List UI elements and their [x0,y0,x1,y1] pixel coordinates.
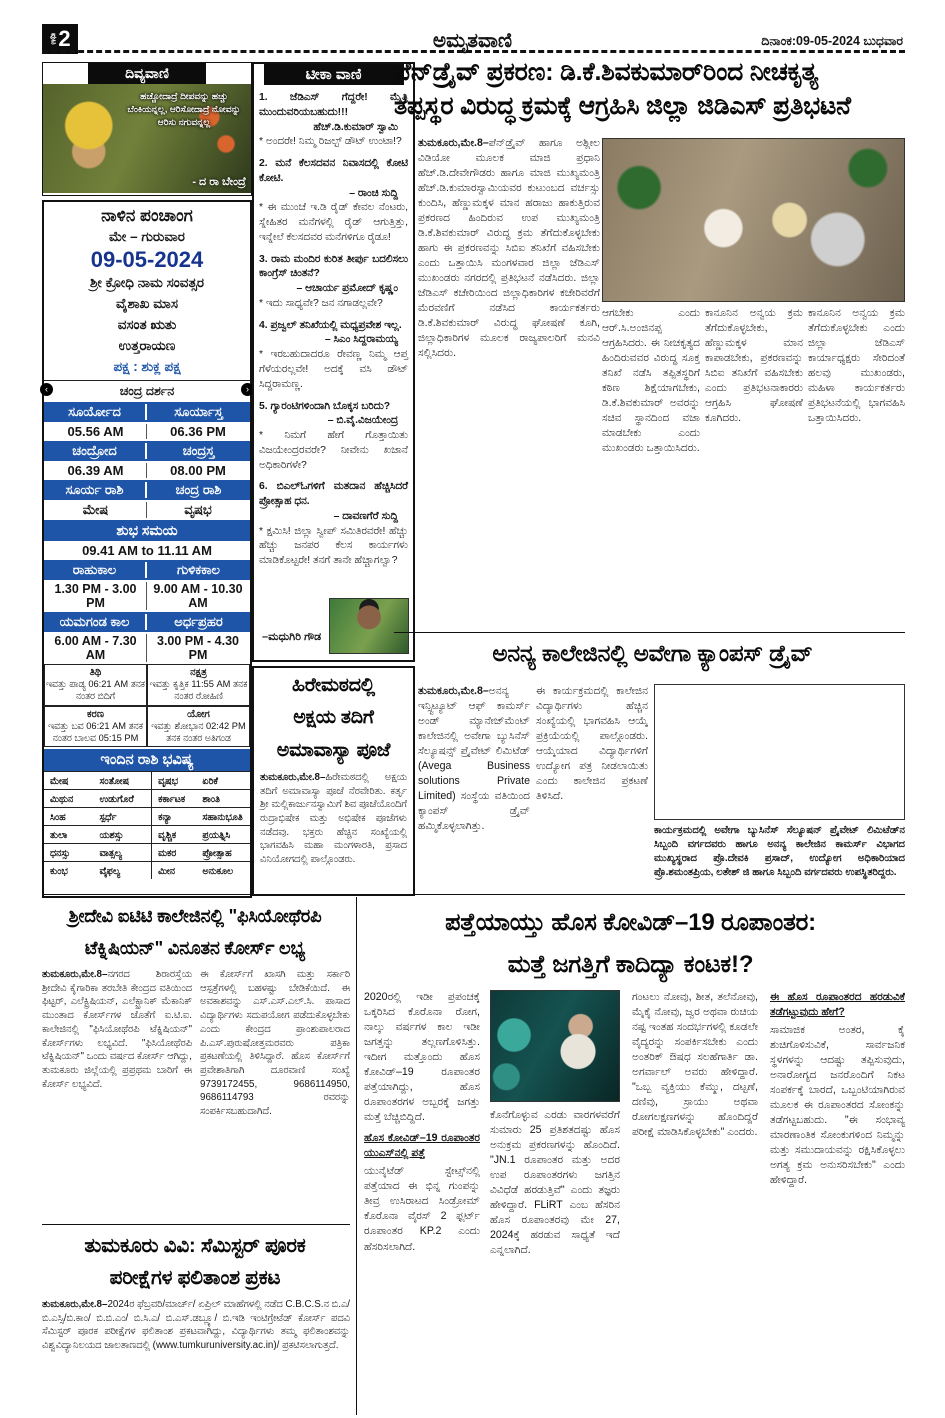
yamaganda-header-row [44,612,250,632]
pendrive-column-3: ಕಾನೂನಿನ ಅನ್ವಯ ಕ್ರಮ ತೆಗೆದುಕೊಳ್ಳಬೇಕು, ಹೆಣ್ಣುಮಕ್ಕಳ ಮಾನ ಕಾಪಾಡಬೇಕು, ಪ್ರಕರಣವನ್ನು ಸಿಬಿಐ ತನಿಖೆಗೆ ವಹಿಸಬೇಕು ಎಂದು ಪ್ರತಿಭಟನಾಕಾರರು ಆಗ್ರಹಿಸಿ ಘೋಷಣೆ ಕೂಗಿದರು. [705,307,803,425]
panchanga-samvatsara: ಶ್ರೀ ಕ್ರೋಧಿ ನಾಮ ಸಂವತ್ಸರ [89,275,205,290]
rahukala-header: ರಾಹುಕಾಲ [44,562,147,578]
panchanga-subtitle: ಮೇ – ಗುರುವಾರ [109,229,185,244]
covid-subhead-us: ಹೊಸ ಕೋವಿಡ್–19 ರೂಪಾಂತರ ಯುಎಸ್‌ನಲ್ಲಿ ಪತ್ತೆ [364,1132,480,1160]
hiremutt-box [252,666,415,896]
chevron-left-icon[interactable]: ‹ [40,383,53,396]
teeka-item: 3. ರಾಮ ಮಂದಿರ ಕುರಿತ ತೀರ್ಪು ಬದಲಿಸಲು ಕಾಂಗ್ರೆಸ್ ಚಿಂತನೆ? – ಆಚಾರ್ಯ ಪ್ರಮೋದ್ ಕೃಷ್ಣಂ * ಇದು ಸಾಧ್ಯವೇ? ಜನ ನಗಾಡಲ್ಲವೇ? [259,253,408,309]
covid-subhead-prevention: ಈ ಹೊಸ ರೂಪಾಂತರದ ಹರಡುವಿಕೆ ತಡೆಗಟ್ಟುವುದು ಹೇಗೆ? [770,991,905,1019]
teeka-item: 2. ಮನೆ ಕೆಲಸದವನ ನಿವಾಸದಲ್ಲಿ ಕೋಟಿ ಕೋಟಿ. – ರಾಂಚಿ ಸುದ್ದಿ * ಈ ಮುಂಚೆ ಇ.ಡಿ ರೈಡ್ ಕೇವಲ ನೆಂಟರು, ಸ್ನೇಹಿತರ ಮನೆಗಳಲ್ಲಿ ರೈಡ್ ಆಗುತ್ತಿತ್ತು, ಇನ್ನೇಲೆ ಕೆಲಸದವರ ಮನೆಗಳಿಗೂ ರೈಡೂ! [259,158,408,243]
shubha-header: ಶುಭ ಸಮಯ [44,520,250,541]
divyavani-photo [43,84,251,193]
columnist-photo [329,598,409,654]
rahu-value-row [44,580,250,612]
yoga-cell: ಯೋಗ ಇವತ್ತು ಶೋಭಾನ 02:42 PM ತನಕ ನಂತರ ಅತಿಗಂಡ [147,706,250,748]
sridevi-headline-line2: ಟೆಕ್ನಿಷಿಯನ್" ವಿನೂತನ ಕೋರ್ಸ್ ಲಭ್ಯ [84,938,306,959]
divyavani-box [42,62,252,196]
ardhaprahara-value: 3.00 PM - 4.30 PM [157,633,239,662]
panchanga-date: 09-05-2024 [90,247,204,272]
covid-headline [356,902,905,986]
univ-body: ತುಮಕೂರು,ಮೇ.8–2024ರ ಫೆಬ್ರವರಿ/ಮಾರ್ಚ್/ ಏಪ್ರಿಲ್ ಮಾಹೆಗಳಲ್ಲಿ ನಡೆದ C.B.C.S.ನ ಬಿ.ಎ/ಬಿ.ಎಸ್ಸಿ/ಬಿ.ಕಾಂ/ ಬಿ.ಬಿ.ಎಂ/ ಬಿ.ಸಿ.ಎ/ ಬಿ.ಎಸ್.ಡಬ್ಲ್ಯೂ/ ಬಿ.ಇಡಿ ಇಂಟಿಗ್ರೇಟೆಡ್ ಕೋರ್ಸ್ ಪದವಿ ಸೆಮಿಸ್ಟರ್ ಪೂರಕ ಪರೀಕ್ಷೆಗಳ ಫಲಿತಾಂಶ ಪ್ರಕಟವಾಗಿದ್ದು, ವಿದ್ಯಾರ್ಥಿಗಳು ತಮ್ಮ ಫಲಿತಾಂಶವನ್ನು ವಿಶ್ವವಿದ್ಯಾನಿಲಯದ ಜಾಲತಾಣದಲ್ಲಿ (www.tumkuruniversity.ac.in)/ ಪ್ರಕಟಿಸಲಾಗುತ್ತದೆ. [42,1299,350,1352]
campus-drive-photo [654,684,905,820]
sun-value-row [44,422,250,441]
protest-photo [602,138,905,302]
rahukala-value: 1.30 PM - 3.00 PM [45,582,147,610]
moon-value-row [44,461,250,480]
sridevi-column-2: ಈ ಕೋರ್ಸ್‌ಗೆ ಖಾಸಗಿ ಮತ್ತು ಸರ್ಕಾರಿ ಆಸ್ಪತ್ರೆಗಳಲ್ಲಿ ಬಹಳಷ್ಟು ಬೇಡಿಕೆಯಿದೆ. ಈ ಅವಕಾಶವನ್ನು ಎಸ್.ಎಸ್.ಎಲ್.ಸಿ. ಪಾಸಾದ ವಿದ್ಯಾರ್ಥಿಗಳು ಸದುಪಯೋಗ ಪಡೆದುಕೊಳ್ಳಬೇಕು ಎಂದು ಕೇಂದ್ರದ ಪ್ರಾಂಶುಪಾಲರಾದ ಪಿ.ಎಸ್.ಪುರುಷೋತ್ತಮರವರು ಪತ್ರಿಕಾ ಪ್ರಕಟಣೆಯಲ್ಲಿ ತಿಳಿಸಿದ್ದಾರೆ. ಹೊಸ ಕೋರ್ಸ್‌ಗೆ ಪ್ರವೇಶಾತಿಗಾಗಿ ದೂರವಾಣಿ ಸಂಖ್ಯೆ 9739172455, 9686114950, 9686114793 ರವರನ್ನು ಸಂಪರ್ಕಿಸಬಹುದಾಗಿದೆ. [200,969,350,1118]
tithi-cell: ತಿಥಿ ಇವತ್ತು ಪಾಡ್ಯ 06:21 AM ತನಕ ನಂತರ ಬಿದಿಗೆ [44,664,147,706]
moonset-header: ಚಂದ್ರಸ್ತ [182,442,215,458]
page-number-label: ಪುಟ [49,33,59,45]
covid-column-4: ಈ ಹೊಸ ರೂಪಾಂತರದ ಹರಡುವಿಕೆ ತಡೆಗಟ್ಟುವುದು ಹೇಗೆ? ಸಾಮಾಜಿಕ ಅಂತರ, ಕೈ ಶುಚಿಗೊಳಿಸುವಿಕೆ, ಸಾರ್ವಜನಿಕ ಸ್ಥಳಗಳನ್ನು ಆದಷ್ಟು ತಪ್ಪಿಸುವುದು, ಅನಾರೋಗ್ಯದ ಜನರೊಂದಿಗೆ ನಿಕಟ ಸಂಪರ್ಕಕ್ಕೆ ಬಾರದೆ, ಒಬ್ಬಂಟಿಯಾಗಿರುವ ಮೂಲಕ ಈ ರೂಪಾಂತರದ ಸೋಂಕನ್ನು ತಡೆಗಟ್ಟಬಹುದು. "ಈ ಸಂಭಾವ್ಯ ಮಾರಣಾಂತಿಕ ಸೋಂಕುಗಳಿಂದ ನಿಮ್ಮನ್ನು ಮತ್ತು ಸಮುದಾಯವನ್ನು ರಕ್ಷಿಸಿಕೊಳ್ಳಲು ಅಗತ್ಯ ಕ್ರಮ ಅನುಸರಿಸಬೇಕು" ಎಂದು ಹೇಳಿದ್ದಾರೆ. [770,991,905,1187]
pendrive-lead-column: ತುಮಕೂರು,ಮೇ.8–ಪೆನ್‌ಡ್ರೈವ್ ಹಾಗೂ ಅಶ್ಲೀಲ ವಿಡಿಯೋ ಮೂಲಕ ಮಾಜಿ ಪ್ರಧಾನಿ ಹೆಚ್.ಡಿ.ದೇವೇಗೌಡರು ಹಾಗೂ ಮಾಜಿ ಮುಖ್ಯಮಂತ್ರಿ ಹೆಚ್.ಡಿ.ಕುಮಾರಸ್ವಾಮಿಯವರ ಕುಟುಂಬದ ವರ್ಚಸ್ಸು ಕುಂದಿಸಿ, ಹೆಣ್ಣುಮಕ್ಕಳ ಮಾನ ಹರಾಜು ಹಾಕುತ್ತಿರುವ ಪ್ರಕರಣದ ಹಿಂದಿರುವ ಉಪ ಮುಖ್ಯಮಂತ್ರಿ ಡಿ.ಕೆ.ಶಿವಕುಮಾರ್ ವಿರುದ್ಧ ಕ್ರಮ ತೆಗೆದುಕೊಳ್ಳಬೇಕು ಹಾಗು ಈ ಪ್ರಕರಣವನ್ನು ಸಿಬಿಐ ತನಿಖೆಗೆ ವಹಿಸಬೇಕು ಎಂದು ಒತ್ತಾಯಿಸಿ ಮಂಗಳವಾರ ಜಿಲ್ಲಾ ಜೆಡಿಎಸ್ ಮುಖಂಡರು ನಗರದಲ್ಲಿ ಪ್ರತಿಭಟನೆ ನಡೆಸಿದರು. ಜಿಲ್ಲಾ ಜೆಡಿಎಸ್ ಕಚೇರಿಯಿಂದ ಜಿಲ್ಲಾಧಿಕಾರಿಗಳ ಕಚೇರಿವರೆಗೆ ಮೆರವಣಿಗೆ ನಡೆಸಿದ ಕಾರ್ಯಕರ್ತರು ಡಿ.ಕೆ.ಶಿವಕುಮಾರ್ ವಿರುದ್ಧ ಘೋಷಣೆ ಕೂಗಿ, ಜಿಲ್ಲಾಧಿಕಾರಿಗಳ ಮೂಲಕ ರಾಜ್ಯಪಾಲರಿಗೆ ಮನವಿ ಸಲ್ಲಿಸಿದರು. [418,137,600,360]
nakshatra-cell: ನಕ್ಷತ್ರ ಇವತ್ತು ಕೃತ್ತಿಕ 11:55 AM ತನಕ ನಂತರ ರೋಹಿಣಿ [147,664,250,706]
left-block-divider [42,1224,350,1225]
header-divider [42,50,905,53]
sridevi-headline [42,900,348,965]
masthead: ಅಮೃತವಾಣಿ [432,30,513,52]
rahu-header-row [44,560,250,580]
rashi-row: ಮಿಥುನ ಉಡುಗೊರೆ ಕರ್ಕಾಟಕ ಶಾಂತಿ [44,789,250,807]
panchanga-title: ನಾಳಿನ ಪಂಚಾಂಗ [101,206,193,225]
pendrive-headline-line2: ತಪ್ಪಸ್ಥರ ವಿರುದ್ಧ ಕ್ರಮಕ್ಕೆ ಆಗ್ರಹಿಸಿ ಜಿಲ್ಲಾ ಜಿಡಿಎಸ್ ಪ್ರತಿಭಟನೆ [394,91,851,120]
rashi-bhavishya-table [44,771,250,879]
campus-drive-caption: ಕಾರ್ಯಕ್ರಮದಲ್ಲಿ ಅವೇಗಾ ಬ್ಯುಸಿನೆಸ್ ಸೆಲ್ಯೂಷನ್ ಪ್ರೈವೇಟ್ ಲಿಮಿಟೆಡ್‌ನ ಸಿಬ್ಬಂದಿ ವರ್ಗದವರು ಹಾಗೂ ಅನನ್ಯ ಕಾಲೇಜಿನ ಕಾಮರ್ಸ್ ವಿಭಾಗದ ಮುಖ್ಯಸ್ಥರಾದ ಪ್ರೊ.ದೇವಕಿ ಪ್ರಸಾದ್, ಉದ್ಯೋಗ ಅಧಿಕಾರಿಯಾದ ಪ್ರೊ.ಶಮಂತಪ್ರಿಯ, ಲತೇಶ್ ಜಿ ಹಾಗೂ ಸಿಬ್ಬಂದಿ ವರ್ಗದವರು ಉಪಸ್ಥಿತರಿದ್ದರು. [654,825,905,878]
pendrive-column-2: ಆಗಬೇಕು ಎಂದು ಆರ್.ಸಿ.ಅಂಜಿನಪ್ಪ ಆಗ್ರಹಿಸಿದರು. ಈ ನೀಚಕೃತ್ಯದ ಹಿಂದಿರುವವರ ವಿರುದ್ಧ ಸೂಕ್ತ ತನಿಖೆ ನಡೆಸಿ ತಪ್ಪಿತಸ್ಥರಿಗೆ ಕಠಿಣ ಶಿಕ್ಷೆಯಾಗಬೇಕು, ಡಿ.ಕೆ.ಶಿವಕುಮಾರ್ ಅವರನ್ನು ಸಚಿವ ಸ್ಥಾನದಿಂದ ವಜಾ ಮಾಡಬೇಕು ಎಂದು ಮುಖಂಡರು ಒತ್ತಾಯಿಸಿದರು. [602,307,700,455]
covid-column-2: ಕೊನೆಗೊಳ್ಳುವ ಎರಡು ವಾರಗಳವರೆಗೆ ಸುಮಾರು 25 ಪ್ರತಿಶತದಷ್ಟು ಹೊಸ ಅನುಕ್ರಮ ಪ್ರಕರಣಗಳನ್ನು ಹೊಂದಿದೆ. "JN.1 ರೂಪಾಂತರ ಮತ್ತು ಅದರ ಉಪ ರೂಪಾಂತರಗಳು ಜಗತ್ತಿನ ವಿವಿಧೆಡೆ ಹರಡುತ್ತಿವೆ" ಎಂದು ತಜ್ಞರು ಹೇಳಿದ್ದಾರೆ. FLiRT ಎಂಬ ಹೆಸರಿನ ಹೊಸ ರೂಪಾಂತರವು ಮೇ 27, 2024ಕ್ಕೆ ಹರಡುವ ಸಾಧ್ಯತೆ ಇದೆ ಎನ್ನಲಾಗಿದೆ. [490,1109,620,1257]
rashi-row: ತುಲಾ ಯಶಸ್ಸು ವೃಶ್ಚಿಕ ಪ್ರಯತ್ನಿಸಿ [44,825,250,843]
sridevi-headline-line1: ಶ್ರೀದೇವಿ ಐಟಿಟಿ ಕಾಲೇಜಿನಲ್ಲಿ "ಫಿಸಿಯೋಥೆರಪಿ [68,906,322,926]
univ-headline-line1: ತುಮಕೂರು ವಿವಿ: ಸೆಮಿಸ್ಟರ್ ಪೂರಕ [84,1235,306,1257]
teeka-item: 6. ಬಿಎಲ್‌ಓಗಳಿಗೆ ಮತದಾನ ಹೆಚ್ಚಿಸಿದರೆ ಪ್ರೋತ್ಸಾಹ ಧನ. – ದಾವಣಗೆರೆ ಸುದ್ದಿ * ಕ್ಷಮಿಸಿ! ಜಿಲ್ಲಾ ಸ್ವೀಪ್ ಸಮಿತಿರವರೇ! ಹೆಚ್ಚು ಹೆಚ್ಚು ಜನಪರ ಕೆಲಸ ಕಾರ್ಯಗಳು ಮಾಡಿಕೊಟ್ಟರೇ! ತನಗೆ ತಾನೇ ಹೆಚ್ಚಾಗಲ್ವಾ? [259,481,408,567]
hiremutt-headline-3: ಅಮಾವಾಸ್ಯಾ ಪೂಜೆ [276,739,391,761]
yamaganda-value-row [44,632,250,664]
panchanga-box [42,200,252,898]
tithi-grid [44,664,250,747]
moonrise-value: 06.39 AM [45,463,147,478]
columnist-signature: –ಮಧುಗಿರಿ ಗೌಡ [262,631,322,643]
avega-headline: ಅನನ್ಯ ಕಾಲೇಜಿನಲ್ಲಿ ಅವೇಗಾ ಕ್ಯಾಂಪಸ್ ಡ್ರೈವ್ [492,640,813,666]
pendrive-headline [394,56,905,124]
moon-rashi-header: ಚಂದ್ರ ರಾಶಿ [175,481,222,497]
rashi-value-row [44,500,250,520]
teeka-item: 5. ಗ್ಯಾರಂಟಿಗಳಿಂದಾಗಿ ಬೊಕ್ಕಸ ಬರಿದು? – ಬಿ.ವೈ.ವಿಜಯೇಂದ್ರ * ನಿಮಗೆ ಹೇಗೆ ಗೊತ್ತಾಯಿತು ವಿಜಯೇಂದ್ರರವರೇ? ನೀವೇನು ಖಜಾನೆ ಅಧಿಕಾರಿಗಳೇ? [259,400,408,471]
hiremutt-headline-1: ಹಿರೇಮಠದಲ್ಲಿ [292,675,375,696]
teeka-item: 4. ಪ್ರಜ್ವಲ್ ತನಿಖೆಯಲ್ಲಿ ಮಧ್ಯಪ್ರವೇಶ ಇಲ್ಲ. – ಸಿಎಂ ಸಿದ್ದರಾಮಯ್ಯ * ಇರಬಹುದಾದರೂ ರೇವಣ್ಣ ನಿಮ್ಮ ಆಪ್ತ ಗೆಳೆಯರಲ್ಲವೇ! ಅದಕ್ಕೆ ವಸಿ ಡೌಟ್ ಸಿದ್ದರಾಮಣ್ಣ. [259,319,408,390]
divyavani-title: ದಿವ್ಯವಾಣಿ [88,63,206,84]
rashi-row: ಕುಂಭ ವೈಫಲ್ಯ ಮೀನ ಅನುಕೂಲ [44,861,250,879]
horizontal-divider [42,894,905,895]
moon-darshana-label: ಚಂದ್ರ ದರ್ಶನ [119,383,175,398]
yamaganda-value: 6.00 AM - 7.30 AM [45,634,147,662]
shubha-value: 09.41 AM to 11.11 AM [82,542,212,558]
panchanga-paksha: ಪಕ್ಷ : ಶುಕ್ಲ ಪಕ್ಷ [113,358,181,374]
chevron-right-icon[interactable]: › [241,383,254,396]
hiremutt-headline-2: ಅಕ್ಷಯ ತದಿಗೆ [293,707,374,729]
sunrise-header: ಸೂರ್ಯೋದ [44,404,147,420]
moonrise-header: ಚಂದ್ರೋದ [44,443,147,459]
moon-header-row [44,441,250,461]
covid-headline-line2: ಮತ್ತೆ ಜಗತ್ತಿಗೆ ಕಾದಿದ್ಯಾ ಕಂಟಕ!? [507,951,754,978]
rashi-row: ಸಿಂಹ ಸ್ಪರ್ಧೆ ಕನ್ಯಾ ಸಹಾನುಭೂತಿ [44,807,250,825]
sunset-value: 06.36 PM [170,423,226,439]
panchanga-masa: ವೈಶಾಖ ಮಾಸ [116,295,178,311]
yamaganda-header: ಯಮಗಂಡ ಕಾಲ [44,614,147,630]
karana-cell: ಕರಣ ಇವತ್ತು ಬವ 06:21 AM ತನಕ ನಂತರ ಬಾಲವ 05:15 PM [44,706,147,748]
panchanga-rutu: ವಸಂತ ಋತು [117,316,177,332]
rashi-row: ಮೇಷ ಸಂತೋಷ ವೃಷಭ ಏರಿಕೆ [44,771,250,789]
covid-column-3: ಗಂಟಲು ನೋವು, ಶೀತ, ತಲೆನೋವು, ಮೈಕೈ ನೋವು, ಜ್ವರ ಅಥವಾ ರುಚಿಯ ನಷ್ಟ ಇಂತಹ ಸಂದರ್ಭಗಳಲ್ಲಿ ಕೂಡಲೇ ವೈದ್ಯರನ್ನು ಸಂಪರ್ಕಿಸಬೇಕು ಎಂದು ಅಂತರಿಕ್ ಔಷಧ ಸಲಹೆಗಾರ್ತಿ ಡಾ. ಅಗರ್ವಾಲ್ ಅವರು ಹೇಳಿದ್ದಾರೆ. "ಒಬ್ಬ ವ್ಯಕ್ತಿಯು ಕೆಮ್ಮು, ದಟ್ಟಣೆ, ದಣಿವು, ಸ್ರಾಯು ಅಥವಾ ರೋಗಲಕ್ಷಣಗಳನ್ನು ಹೊಂದಿದ್ದರೆ ಪರೀಕ್ಷೆ ಮಾಡಿಸಿಕೊಳ್ಳಬೇಕು" ಎಂದರು. [632,991,758,1139]
covid-column-1: 2020ರಲ್ಲಿ ಇಡೀ ಪ್ರಪಂಚಕ್ಕೆ ಒಕ್ಕರಿಸಿದ ಕೊರೊನಾ ರೋಗ, ನಾಲ್ಕು ವರ್ಷಗಳ ಕಾಲ ಇಡೀ ಜಗತ್ತನ್ನು ತಲ್ಲಣಗೊಳಿಸಿತ್ತು. ಇದೀಗ ಮತ್ತೊಂದು ಹೊಸ ಕೋವಿಡ್–19 ರೂಪಾಂತರ ಪತ್ತೆಯಾಗಿದ್ದು, ಹೊಸ ರೂಪಾಂತರಗಳ ಅಬ್ಬರಕ್ಕೆ ಜಗತ್ತು ಮತ್ತೆ ಬೆಚ್ಚಿಬಿದ್ದಿದೆ. ಹೊಸ ಕೋವಿಡ್–19 ರೂಪಾಂತರ ಯುಎಸ್‌ನಲ್ಲಿ ಪತ್ತೆ ಯುನೈಟೆಡ್ ಸ್ಟೇಟ್ಸ್‌ನಲ್ಲಿ ಪತ್ತೆಯಾದ ಈ ಭಿನ್ನ ಗುಂಪನ್ನು ತೀವ್ರ ಉಸಿರಾಟದ ಸಿಂಡ್ರೋಮ್ ಕೊರೊನಾ ವೈರಸ್ 2 ಫ್ಲರ್ಟ್ ರೂಪಾಂತರ KP.2 ಎಂದು ಹೆಸರಿಸಲಾಗಿದೆ. [364,991,480,1253]
sun-header-row [44,402,250,422]
sunrise-value: 05.56 AM [45,424,147,439]
date-line: ದಿನಾಂಕ:09-05-2024 ಬುಧವಾರ [761,34,903,48]
page-number: 2 [58,26,71,51]
covid-mask-photo [490,990,620,1102]
moonset-value: 08.00 PM [170,462,226,478]
section-divider [394,632,905,633]
univ-headline [42,1230,348,1294]
pendrive-headline-line1: ಪೆನ್‌ಡ್ರೈವ್ ಪ್ರಕರಣ: ಡಿ.ಕೆ.ಶಿವಕುಮಾರ್‌ರಿಂದ ನೀಚಕೃತ್ಯ [394,58,819,86]
gulikakala-value: 9.00 AM - 10.30 AM [153,581,243,610]
teeka-vani-box [252,62,415,662]
sun-rashi-value: ಮೇಷ [45,502,147,518]
sridevi-column-1: ತುಮಕೂರು,ಮೇ.8–ನಗರದ ಶಿರಾರಸ್ತೆಯ ಶ್ರೀದೇವಿ ಕೈಗಾರಿಕಾ ತರಬೇತಿ ಕೇಂದ್ರದ ವತಿಯಿಂದ ಫಿಟ್ಟರ್, ಎಲೆಕ್ಟ್ರಿಷಿಯನ್, ಎಲೆಕ್ಟ್ರಾನಿಕ್ ಮೆಕಾನಿಕ್ ಮುಂತಾದ ಕೋರ್ಸ್‌ಗಳ ಜೊತೆಗೆ ಐ.ಟಿ.ಐ. ಕಾಲೇಜಿನಲ್ಲಿ "ಫಿಸಿಯೋಥೆರಪಿ ಟೆಕ್ನಿಷಿಯನ್" ಕೋರ್ಸ್‌ಗಳು ಲಭ್ಯವಿದೆ. "ಫಿಸಿಯೋಥೆರಪಿ ಟೆಕ್ನಿಷಿಯನ್" ಒಂದು ವರ್ಷದ ಕೋರ್ಸ್ ಆಗಿದ್ದು, ತುಮಕೂರು ಜಿಲ್ಲೆಯಲ್ಲಿ ಪ್ರಪ್ರಥಮ ಬಾರಿಗೆ ಈ ಕೋರ್ಸ್ ಲಭ್ಯವಿದೆ. [42,969,192,1090]
avega-column-2: ಈ ಕಾರ್ಯಕ್ರಮದಲ್ಲಿ ಕಾಲೇಜಿನ ವಿದ್ಯಾರ್ಥಿಗಳು ಹೆಚ್ಚಿನ ಸಂಖ್ಯೆಯಲ್ಲಿ ಭಾಗವಹಿಸಿ ಆಯ್ಕೆ ಪ್ರಕ್ರಿಯೆಯಲ್ಲಿ ಪಾಲ್ಗೊಂಡರು. ಆಯ್ಕೆಯಾದ ವಿದ್ಯಾರ್ಥಿಗಳಿಗೆ ಉದ್ಯೋಗ ಪತ್ರ ನೀಡಲಾಯಿತು ಎಂದು ಕಾಲೇಜಿನ ಪ್ರಕಟಣೆ ತಿಳಿಸಿದೆ. [536,685,648,803]
pendrive-column-4: ಕಾನೂನಿನ ಅನ್ವಯ ಕ್ರಮ ತೆಗೆದುಕೊಳ್ಳಬೇಕು ಎಂದು ಜಿಲ್ಲಾ ಜೆಡಿಎಸ್ ಕಾರ್ಯಾಧ್ಯಕ್ಷರು ಸೇರಿದಂತೆ ಹಲವು ಮುಖಂಡರು, ಮಹಿಳಾ ಕಾರ್ಯಕರ್ತರು ಪ್ರತಿಭಟನೆಯಲ್ಲಿ ಭಾಗವಹಿಸಿ ಒತ್ತಾಯಿಸಿದರು. [808,307,905,425]
ardhaprahara-header: ಅರ್ಧಪ್ರಹರ [174,613,223,629]
teeka-item: 1. ಜೆಡಿಎಸ್ ಗೆದ್ದರೇ! ಮೈತ್ರಿ ಮುಂದುವರಿಯಬಹುದು!!! ಹೆಚ್.ಡಿ.ಕುಮಾರ್ ಸ್ವಾಮಿ * ಅಂದರೇ! ನಿಮ್ಮ ರಿಜಲ್ಟ್ ಡೌಟ್ ಉಂಟಾ!? [259,92,408,148]
rashi-header-row [44,480,250,500]
hiremutt-body: ತುಮಕೂರು,ಮೇ.8–ಹಿರೇಮಠದಲ್ಲಿ ಅಕ್ಷಯ ತದಿಗೆ ಅಮಾವಾಸ್ಯಾ ಪೂಜೆ ನೆರವೇರಿತು. ಕರ್ತೃ ಶ್ರೀ ಮಲ್ಲಿಕಾರ್ಜುನಸ್ವಾಮಿಗೆ ಶಿವ ಪೂಜೆಯೊಂದಿಗೆ ರುದ್ರಾಭಿಷೇಕ ಮತ್ತು ಅಭಿಷೇಕ ಪೂಜೆಗಳು ನಡೆದವು. ಭಕ್ತರು ಹೆಚ್ಚಿನ ಸಂಖ್ಯೆಯಲ್ಲಿ ಭಾಗವಹಿಸಿ ಮಹಾ ಮಂಗಳಾರತಿ, ಪ್ರಸಾದ ವಿನಿಯೋಗದಲ್ಲಿ ಪಾಲ್ಗೊಂಡರು. [260,771,407,866]
avega-column-1: ತುಮಕೂರು,ಮೇ.8–ಅನನ್ಯ ಇನ್ಸ್ಟಿಟ್ಯೂಟ್ ಆಫ್ ಕಾಮರ್ಸ್ ಅಂಡ್ ಮ್ಯಾನೇಜ್‌ಮೆಂಟ್ ಕಾಲೇಜಿನಲ್ಲಿ ಅವೇಗಾ ಬ್ಯುಸಿನೆಸ್ ಸೆಲ್ಯೂಷನ್ಸ್ ಪ್ರೈವೇಟ್ ಲಿಮಿಟೆಡ್ (Avega Business solutions Private Limited) ಸಂಸ್ಥೆಯ ವತಿಯಿಂದ ಕ್ಯಾಂಪಸ್ ಡ್ರೈವ್ ಹಮ್ಮಿಕೊಳ್ಳಲಾಗಿತ್ತು. [418,685,530,833]
rashi-bhavishya-title: ಇಂದಿನ ರಾಶಿ ಭವಿಷ್ಯ [44,749,250,771]
divyavani-quote: ಹಚ್ಚೋದಾದ್ರೆ ದೀಪವನ್ನು ಹಚ್ಚು ಬೆಂಕಿಯನ್ನಲ್ಲ, ಆರಿಸೋದಾದ್ರೆ ನೋವನ್ನು ಆರಿಸು ನಗುವನ್ನಲ್ಲ [127,91,241,128]
univ-headline-line2: ಪರೀಕ್ಷೆಗಳ ಫಲಿತಾಂಶ ಪ್ರಕಟ [109,1267,281,1289]
divyavani-author: - ದ ರಾ ಬೇಂದ್ರೆ [192,176,246,188]
teeka-vani-title: ಟೀಕಾ ವಾಣಿ [264,64,404,85]
covid-headline-line1: ಪತ್ತೆಯಾಯ್ತು ಹೊಸ ಕೋವಿಡ್–19 ರೂಪಾಂತರ: [445,909,816,936]
panchanga-ayana: ಉತ್ತರಾಯಣ [118,337,176,353]
moon-rashi-value: ವೃಷಭ [184,501,212,517]
gulikakala-header: ಗುಳಿಕಕಾಲ [177,561,220,577]
sunset-header: ಸೂರ್ಯಾಸ್ತ [174,403,223,419]
sun-rashi-header: ಸೂರ್ಯ ರಾಶಿ [44,482,147,498]
rashi-row: ಧನಸ್ಸು ವಾತ್ಸಲ್ಯ ಮಕರ ಪ್ರೋತ್ಸಾಹ [44,843,250,861]
